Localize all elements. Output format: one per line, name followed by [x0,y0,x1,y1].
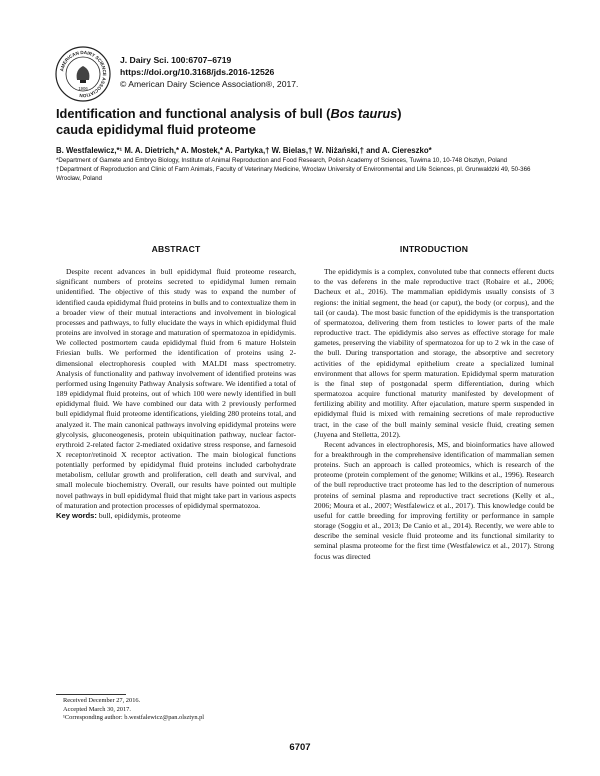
introduction-heading: INTRODUCTION [399,244,469,254]
footnote-divider [56,694,126,695]
doi-link[interactable]: https://doi.org/10.3168/jds.2016-12526 [120,67,275,77]
corresponding-author: ¹Corresponding author: b.westfalewicz@pan.olsztyn.pl [63,714,205,722]
adsa-seal-logo [55,46,111,102]
affiliation-2: †Department of Reproduction and Clinic of Farm Animals, Faculty of Veterinary Medicine, Wroclaw University of Environmental and Life Sciences, pl. Grunwaldzki 49, 50-366 Wrocław, Poland [56,166,531,182]
abstract-heading: ABSTRACT [151,244,201,254]
introduction-column [314,244,554,562]
svg-text:1906: 1906 [78,86,88,91]
footnotes [63,697,303,723]
keywords [56,511,296,521]
received-date: Received December 27, 2016. [63,697,141,704]
abstract-text: Despite recent advances in bull epididymal fluid proteome research, significant numbers of proteins secreted to epididymal lumen remain unidentified. The objective of this study was to expand the number of identified cauda epididymal fluid proteins in bulls and to contextualize them in a broader view of their mutual interactions and involvement in biological processes and pathways, to fully elucidate the ways in which epididymal fluid proteins are involved in storage and maturation of spermatozoa in epididymis. We collected postmortem cauda epididymal fluid from 6 mature Holstein Friesian bulls. We performed the identification of proteins using 2-dimensional electrophoresis coupled with MALDI mass spectrometry. Analysis of functionality and pathway involvement of identified proteins was performed using Ingenuity Pathway Analysis software. We identified a total of 189 epididymal fluid proteins, out of which 100 were newly identified in bull epididymal fluid. We have combined our data with 2 previously performed bull epididymal fluid proteome identifications, yielding 280 proteins total, and analyzed it. The main canonical pathways involving epididymal proteins were glycolysis, gluconeogenesis, protein ubiquitination pathway, nuclear factor-erythroid 2-related factor 2-mediated oxidative stress response, and farnesoid X receptor/retinoid X receptor activation. The main biological functions potentially performed by epididymal fluid proteins included carbohydrate metabolism, cellular growth and proliferation, cell death and survival, and small molecule biochemistry. Overall, our results have pointed out multiple novel pathways in bull epididymal fluid that might take part in various aspects of maturation and protection processes of epididymal spermatozoa. [56,267,296,510]
affiliation-1: *Department of Gamete and Embryo Biology, Institute of Animal Reproduction and Food Research, Polish Academy of Sciences, Tuwima 10, 10-748 Olsztyn, Poland [56,157,508,164]
keywords-list: bull, epididymis, proteome [98,510,181,520]
affiliations [56,157,556,184]
journal-citation: J. Dairy Sci. 100:6707–6719 [120,55,232,65]
abstract-column [56,244,296,521]
introduction-paragraph-1: The epididymis is a complex, convoluted tube that connects efferent ducts to the vas deferens in the male reproductive tract (Robaire et al., 2006; Dacheux et al., 2016). The mammalian epididymis usually consists of 3 regions: the initial segment, the head (or caput), the body (or corpus), and the tail (or cauda). The most basic function of the epididymis is the transportation of spermatozoa, delivering them from testicles to lower parts of the male reproductive tract. The epididymis also serves as effective storage for male gametes, preserving the viability of spermatozoa for up to 2 wk in the case of the bull. During transportation and storage, the absorptive and secretory activities of the epididymal epithelium create a specialized luminal environment that allows for sperm maturation. Epididymal sperm maturation is the final step of postgonadal sperm differentiation, during which spermatozoa acquire functional maturity manifested by development of fertilizing ability and motility. After ejaculation, mature sperm suspended in epididymal fluid is mixed with remaining secretions of male reproductive tract, in the case of the bull mainly seminal vesicle fluid, creating semen (Juyena and Stelletta, 2012). [314,267,554,439]
author-list: B. Westfalewicz,*¹ M. A. Dietrich,* A. Mostek,* A. Partyka,† W. Bielas,† W. Niżański,† and A. Ciereszko* [56,146,432,155]
introduction-paragraph-2: Recent advances in electrophoresis, MS, and bioinformatics have allowed for a breakthrough in the comprehensive identification of mammalian semen proteins. Such an approach is called proteomics, which is research of the proteome (protein complement of the genome; Wilkins et al., 1996). Research of the bull reproductive tract proteome has led to the description of numerous proteins of seminal plasma and reproductive tract secretions (Kelly et al., 2006; Moura et al., 2007; Westfalewicz et al., 2017). This knowledge could be useful for cattle breeding for improving fertility or performance in sample storage (Soggiu et al., 2013; De Canio et al., 2014). Recently, we were able to describe the seminal vesicle fluid proteome and its functional similarity to seminal plasma proteome for the first time (Westfalewicz et al., 2017). Strong focus was directed [314,439,554,561]
svg-text:AMERICAN DAIRY SCIENCE ASSOCIA: AMERICAN DAIRY SCIENCE ASSOCIATION [59,49,108,99]
copyright-notice: © American Dairy Science Association®, 2017. [120,79,299,89]
journal-header [120,54,540,90]
page-number: 6707 [289,742,311,753]
keywords-label: Key words: [56,510,97,520]
article-title: Identification and functional analysis of bull (Bos taurus) cauda epididymal fluid proteome [56,106,402,137]
accepted-date: Accepted March 30, 2017. [63,705,131,713]
